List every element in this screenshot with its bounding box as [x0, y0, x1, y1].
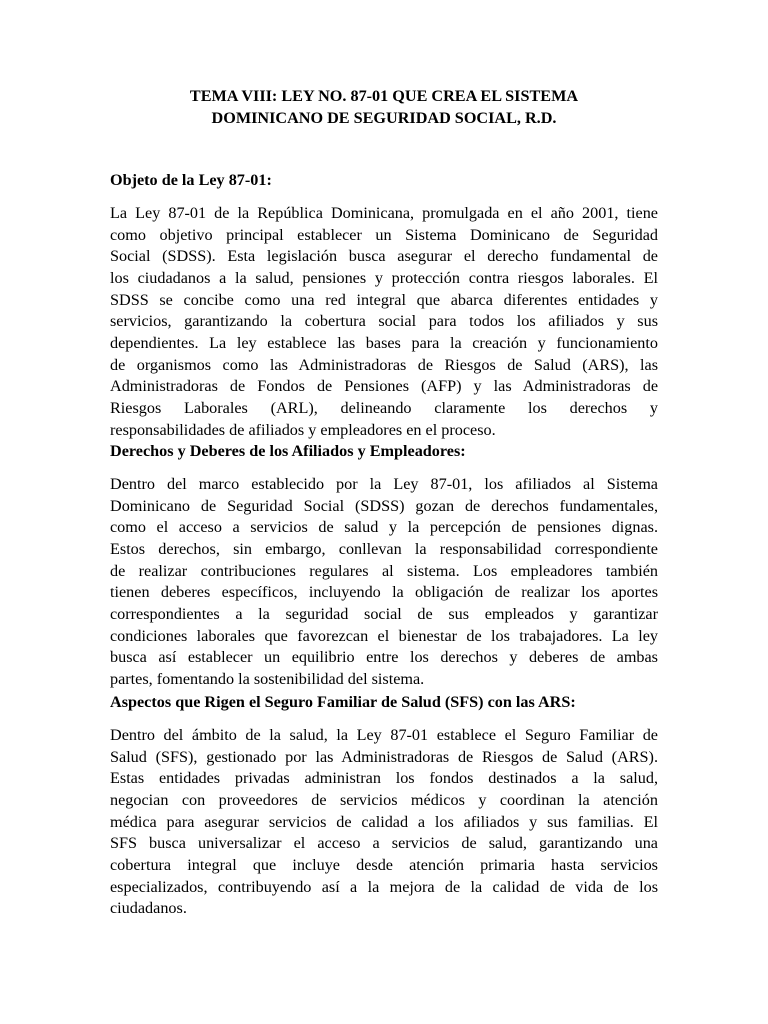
- paragraph-line: los ciudadanos a la salud, pensiones y protección contra riesgos laborales. El: [110, 268, 658, 287]
- paragraph-line: Estos derechos, sin embargo, conllevan la responsabilidad correspondiente: [110, 539, 658, 558]
- paragraph-line: especializados, contribuyendo así a la mejora de la calidad de vida de los: [110, 877, 658, 896]
- paragraph-line: Dentro del ámbito de la salud, la Ley 87-01 establece el Seguro Familiar de: [110, 726, 658, 744]
- section-paragraph-sfs: [110, 725, 658, 920]
- paragraph-line: correspondientes a la seguridad social de sus empleados y garantizar: [110, 604, 658, 623]
- section-heading-sfs: Aspectos que Rigen el Seguro Familiar de Salud (SFS) con las ARS:: [110, 693, 576, 711]
- title-line: TEMA VIII: LEY NO. 87-01 QUE CREA EL SISTEMA: [189, 87, 579, 105]
- paragraph-line: Administradoras de Fondos de Pensiones (AFP) y las Administradoras de: [110, 377, 658, 396]
- paragraph-line: médica para asegurar servicios de calidad a los afiliados y sus familias. El: [110, 812, 658, 831]
- paragraph-line: como objetivo principal establecer un Sistema Dominicano de Seguridad: [110, 225, 658, 244]
- paragraph-line: SFS busca universalizar el acceso a servicios de salud, garantizando una: [110, 834, 658, 853]
- paragraph-line: Estas entidades privadas administran los fondos destinados a la salud,: [110, 769, 658, 788]
- section-heading-derechos: Derechos y Deberes de los Afiliados y Empleadores:: [110, 442, 466, 460]
- paragraph-line: partes, fomentando la sostenibilidad del sistema.: [110, 669, 425, 688]
- document-title: [110, 86, 658, 129]
- paragraph-line: servicios, garantizando la cobertura social para todos los afiliados y sus: [110, 312, 658, 331]
- paragraph-line: de organismos como las Administradoras de Riesgos de Salud (ARS), las: [110, 355, 658, 374]
- paragraph-line: Dentro del marco establecido por la Ley 87-01, los afiliados al Sistema: [110, 475, 658, 493]
- paragraph-line: SDSS se concibe como una red integral que abarca diferentes entidades y: [110, 290, 658, 309]
- paragraph-line: Social (SDSS). Esta legislación busca asegurar el derecho fundamental de: [110, 247, 658, 266]
- paragraph-line: La Ley 87-01 de la República Dominicana, promulgada en el año 2001, tiene: [110, 204, 658, 222]
- paragraph-line: tienen deberes específicos, incluyendo la obligación de realizar los aportes: [110, 583, 658, 602]
- paragraph-line: ciudadanos.: [110, 899, 187, 918]
- section-paragraph-derechos: [110, 474, 658, 691]
- section-heading-objeto: Objeto de la Ley 87-01:: [110, 171, 272, 189]
- paragraph-line: como el acceso a servicios de salud y la percepción de pensiones dignas.: [110, 518, 658, 537]
- paragraph-line: Riesgos Laborales (ARL), delineando claramente los derechos y: [110, 398, 658, 417]
- paragraph-line: dependientes. La ley establece las bases para la creación y funcionamiento: [110, 333, 658, 352]
- paragraph-line: Salud (SFS), gestionado por las Administradoras de Riesgos de Salud (ARS).: [110, 747, 658, 766]
- paragraph-line: negocian con proveedores de servicios médicos y coordinan la atención: [110, 790, 658, 809]
- paragraph-line: condiciones laborales que favorezcan el bienestar de los trabajadores. La ley: [110, 626, 658, 645]
- section-paragraph-objeto: [110, 203, 658, 441]
- title-line: DOMINICANO DE SEGURIDAD SOCIAL, R.D.: [211, 108, 557, 127]
- paragraph-line: cobertura integral que incluye desde atención primaria hasta servicios: [110, 855, 658, 874]
- paragraph-line: de realizar contribuciones regulares al sistema. Los empleadores también: [110, 561, 658, 580]
- paragraph-line: Dominicano de Seguridad Social (SDSS) gozan de derechos fundamentales,: [110, 496, 658, 515]
- paragraph-line: responsabilidades de afiliados y empleadores en el proceso.: [110, 420, 496, 439]
- paragraph-line: busca así establecer un equilibrio entre los derechos y deberes de ambas: [110, 648, 658, 667]
